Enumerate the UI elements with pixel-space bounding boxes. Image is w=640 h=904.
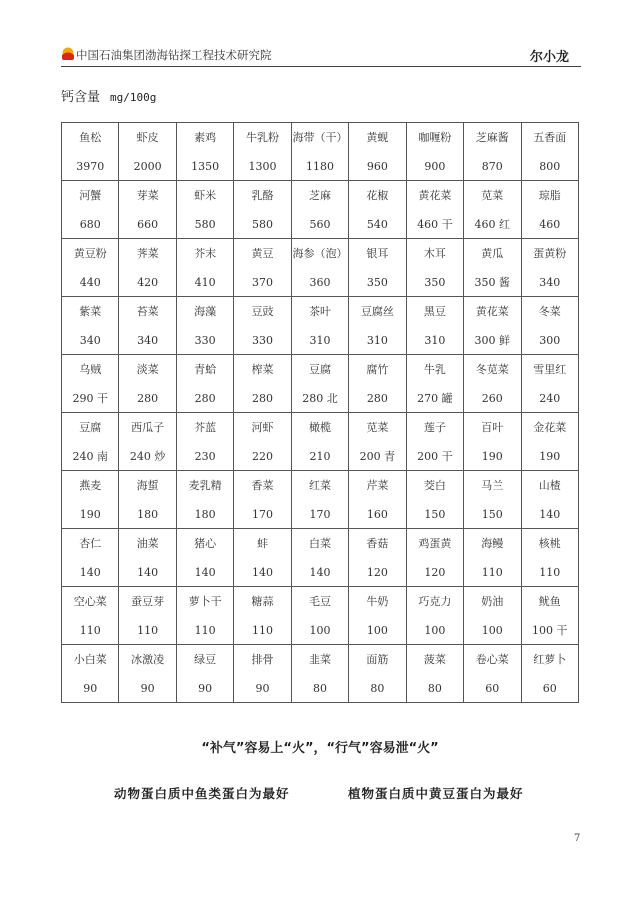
table-cell xyxy=(291,413,348,471)
table-cell xyxy=(62,355,119,413)
food-name: 蚕豆芽 xyxy=(131,594,165,608)
food-name: 琼脂 xyxy=(538,188,561,202)
calcium-value: 280 xyxy=(137,391,159,405)
table-cell xyxy=(521,645,579,703)
food-name: 糖蒜 xyxy=(251,594,274,608)
table-cell xyxy=(119,239,176,297)
table-cell xyxy=(521,297,579,355)
table-cell xyxy=(521,181,579,239)
table-cell xyxy=(234,645,291,703)
food-name: 蛋黄粉 xyxy=(533,246,567,260)
food-name: 青蛤 xyxy=(194,362,217,376)
food-name: 素鸡 xyxy=(194,130,217,144)
calcium-value: 120 xyxy=(366,565,388,579)
food-name: 红菜 xyxy=(308,478,331,492)
calcium-value: 900 xyxy=(424,159,446,173)
food-name: 雪里红 xyxy=(533,362,567,376)
table-cell xyxy=(62,413,119,471)
table-cell xyxy=(291,645,348,703)
food-name: 小白菜 xyxy=(73,652,107,666)
food-name: 芹菜 xyxy=(366,478,389,492)
table-cell xyxy=(176,123,233,181)
calcium-value: 110 xyxy=(481,565,503,579)
calcium-value: 140 xyxy=(309,565,331,579)
food-name: 苋菜 xyxy=(366,420,389,434)
table-cell xyxy=(464,529,521,587)
food-name: 豆腐 xyxy=(308,362,331,376)
table-cell xyxy=(119,645,176,703)
food-name: 荠菜 xyxy=(136,246,159,260)
page-number: 7 xyxy=(574,833,581,844)
food-name: 排骨 xyxy=(251,652,274,666)
food-name: 巧克力 xyxy=(418,594,452,608)
calcium-value: 60 xyxy=(542,681,557,695)
calcium-value: 580 xyxy=(194,217,216,231)
food-name: 芝麻酱 xyxy=(475,130,509,144)
food-name: 淡菜 xyxy=(136,362,159,376)
food-name: 杏仁 xyxy=(79,536,102,550)
food-name: 鱿鱼 xyxy=(538,594,561,608)
food-name: 虾米 xyxy=(194,188,217,202)
calcium-value: 90 xyxy=(83,681,98,695)
caption-unit: mg/100g xyxy=(110,91,157,104)
table-cell xyxy=(406,471,463,529)
table-cell xyxy=(406,587,463,645)
calcium-value: 80 xyxy=(312,681,327,695)
calcium-value: 300 xyxy=(539,333,561,347)
table-row xyxy=(62,529,579,587)
food-name: 茶叶 xyxy=(308,304,331,318)
table-cell xyxy=(234,355,291,413)
table-cell xyxy=(62,529,119,587)
food-name: 牛乳粉 xyxy=(246,130,280,144)
calcium-value: 460 干 xyxy=(417,217,453,231)
calcium-value: 110 xyxy=(194,623,216,637)
table-cell xyxy=(521,587,579,645)
calcium-value: 200 干 xyxy=(417,449,453,463)
table-cell xyxy=(464,587,521,645)
table-cell xyxy=(406,297,463,355)
calcium-value: 220 xyxy=(252,449,274,463)
food-name: 蚌 xyxy=(257,536,269,550)
calcium-value: 370 xyxy=(252,275,274,289)
food-name: 冰激凌 xyxy=(131,652,165,666)
calcium-value: 350 酱 xyxy=(474,275,511,289)
table-cell xyxy=(349,413,406,471)
table-row xyxy=(62,587,579,645)
table-cell xyxy=(349,181,406,239)
calcium-value: 460 红 xyxy=(474,217,511,231)
food-name: 空心菜 xyxy=(73,594,107,608)
table-cell xyxy=(406,529,463,587)
food-name: 豆腐丝 xyxy=(360,304,394,318)
food-name: 榨菜 xyxy=(251,362,274,376)
calcium-value: 340 xyxy=(539,275,561,289)
calcium-value: 410 xyxy=(194,275,216,289)
table-cell xyxy=(62,471,119,529)
calcium-value: 110 xyxy=(79,623,101,637)
calcium-value: 960 xyxy=(366,159,388,173)
food-name: 黄瓜 xyxy=(481,246,504,260)
calcium-value: 280 xyxy=(366,391,388,405)
calcium-value: 90 xyxy=(198,681,213,695)
calcium-value: 310 xyxy=(424,333,446,347)
calcium-value: 330 xyxy=(194,333,216,347)
table-cell xyxy=(234,123,291,181)
table-cell xyxy=(119,471,176,529)
food-name: 海鳗 xyxy=(481,536,504,550)
table-cell xyxy=(349,123,406,181)
table-cell xyxy=(349,587,406,645)
table-cell xyxy=(234,413,291,471)
cnpc-logo-icon xyxy=(61,47,75,61)
table-cell xyxy=(62,239,119,297)
food-name: 橄榄 xyxy=(308,420,331,434)
food-name: 韭菜 xyxy=(308,652,331,666)
food-name: 紫菜 xyxy=(79,304,102,318)
calcium-value: 1180 xyxy=(305,159,334,173)
table-cell xyxy=(291,239,348,297)
table-cell xyxy=(464,123,521,181)
food-name: 面筋 xyxy=(366,652,389,666)
table-cell xyxy=(464,181,521,239)
calcium-value: 310 xyxy=(366,333,388,347)
food-name: 冬苋菜 xyxy=(475,362,509,376)
calcium-value: 260 xyxy=(481,391,503,405)
table-cell xyxy=(406,645,463,703)
food-name: 海藻 xyxy=(194,304,217,318)
calcium-value: 280 xyxy=(252,391,274,405)
food-name: 海蜇 xyxy=(136,478,159,492)
food-name: 百叶 xyxy=(481,420,504,434)
calcium-value: 100 xyxy=(366,623,388,637)
food-name: 鸡蛋黄 xyxy=(418,536,452,550)
food-name: 苔菜 xyxy=(136,304,159,318)
food-name: 黄花菜 xyxy=(418,188,452,202)
calcium-value: 300 鲜 xyxy=(474,333,511,347)
table-cell xyxy=(176,413,233,471)
calcium-value: 340 xyxy=(79,333,101,347)
calcium-value: 230 xyxy=(194,449,216,463)
note-plant-protein: 植物蛋白质中黄豆蛋白为最好 xyxy=(348,786,524,801)
table-cell xyxy=(349,239,406,297)
calcium-value: 140 xyxy=(137,565,159,579)
calcium-value: 240 xyxy=(539,391,561,405)
calcium-value: 420 xyxy=(137,275,159,289)
food-name: 西瓜子 xyxy=(131,420,165,434)
table-cell xyxy=(464,355,521,413)
calcium-value: 100 xyxy=(481,623,503,637)
calcium-value: 120 xyxy=(424,565,446,579)
table-cell xyxy=(119,529,176,587)
table-cell xyxy=(349,297,406,355)
table-cell xyxy=(119,413,176,471)
calcium-value: 440 xyxy=(79,275,101,289)
calcium-value: 90 xyxy=(140,681,155,695)
food-name: 鱼松 xyxy=(79,130,102,144)
calcium-value: 180 xyxy=(137,507,159,521)
food-name: 红萝卜 xyxy=(533,652,567,666)
calcium-value: 210 xyxy=(309,449,331,463)
food-name: 白菜 xyxy=(308,536,331,550)
table-cell xyxy=(176,471,233,529)
table-cell xyxy=(291,355,348,413)
table-cell xyxy=(176,529,233,587)
food-name: 海带（干） xyxy=(292,130,348,144)
food-name: 猪心 xyxy=(194,536,217,550)
calcium-value: 360 xyxy=(309,275,331,289)
table-cell xyxy=(291,529,348,587)
calcium-value: 60 xyxy=(485,681,500,695)
table-row xyxy=(62,239,579,297)
food-name: 金花菜 xyxy=(533,420,567,434)
calcium-value: 330 xyxy=(252,333,274,347)
food-name: 冬菜 xyxy=(538,304,561,318)
food-name: 萝卜干 xyxy=(188,594,222,608)
calcium-value: 150 xyxy=(481,507,503,521)
calcium-value: 660 xyxy=(137,217,159,231)
table-row xyxy=(62,413,579,471)
food-name: 牛乳 xyxy=(423,362,446,376)
food-name: 黑豆 xyxy=(423,304,446,318)
calcium-value: 190 xyxy=(481,449,503,463)
food-name: 卷心菜 xyxy=(475,652,509,666)
calcium-value: 560 xyxy=(309,217,331,231)
calcium-value: 160 xyxy=(366,507,388,521)
table-cell xyxy=(349,645,406,703)
table-cell xyxy=(119,587,176,645)
calcium-value: 1300 xyxy=(248,159,277,173)
table-cell xyxy=(349,471,406,529)
food-name: 牛奶 xyxy=(366,594,389,608)
food-name: 奶油 xyxy=(481,594,504,608)
food-name: 核桃 xyxy=(538,536,561,550)
food-name: 麦乳精 xyxy=(188,478,222,492)
calcium-value: 190 xyxy=(79,507,101,521)
caption-title: 钙含量 xyxy=(61,90,101,105)
table-cell xyxy=(521,239,579,297)
food-name: 绿豆 xyxy=(194,652,217,666)
calcium-value: 80 xyxy=(370,681,385,695)
table-cell xyxy=(119,181,176,239)
table-row xyxy=(62,471,579,529)
table-cell xyxy=(176,355,233,413)
table-cell xyxy=(406,413,463,471)
table-cell xyxy=(521,355,579,413)
table-cell xyxy=(176,181,233,239)
food-name: 黄花菜 xyxy=(475,304,509,318)
table-cell xyxy=(119,297,176,355)
calcium-value: 100 干 xyxy=(532,623,568,637)
calcium-value: 280 xyxy=(194,391,216,405)
food-name: 虾皮 xyxy=(136,130,159,144)
calcium-value: 140 xyxy=(79,565,101,579)
page-header xyxy=(61,44,581,67)
food-name: 芝麻 xyxy=(308,188,331,202)
food-name: 黄豆粉 xyxy=(73,246,107,260)
table-cell xyxy=(234,587,291,645)
food-name: 莲子 xyxy=(423,420,446,434)
table-cell xyxy=(176,297,233,355)
food-name: 芽菜 xyxy=(136,188,159,202)
calcium-value: 170 xyxy=(252,507,274,521)
food-name: 豆豉 xyxy=(251,304,274,318)
calcium-value: 1350 xyxy=(191,159,220,173)
calcium-value: 2000 xyxy=(133,159,162,173)
table-cell xyxy=(176,239,233,297)
food-name: 山楂 xyxy=(538,478,561,492)
calcium-value: 310 xyxy=(309,333,331,347)
calcium-value: 240 南 xyxy=(72,449,108,463)
food-name: 菠菜 xyxy=(423,652,446,666)
food-name: 银耳 xyxy=(366,246,389,260)
table-row xyxy=(62,645,579,703)
table-cell xyxy=(464,413,521,471)
table-cell xyxy=(62,587,119,645)
calcium-value: 100 xyxy=(309,623,331,637)
food-name: 香菇 xyxy=(366,536,389,550)
calcium-value: 140 xyxy=(252,565,274,579)
note-animal-protein: 动物蛋白质中鱼类蛋白为最好 xyxy=(114,786,290,801)
table-cell xyxy=(234,239,291,297)
food-name: 河虾 xyxy=(251,420,274,434)
table-row xyxy=(62,123,579,181)
table-row xyxy=(62,297,579,355)
food-name: 毛豆 xyxy=(308,594,331,608)
table-cell xyxy=(349,355,406,413)
calcium-value: 200 青 xyxy=(359,449,396,463)
calcium-value: 140 xyxy=(194,565,216,579)
table-cell xyxy=(291,181,348,239)
table-cell xyxy=(406,123,463,181)
calcium-value: 110 xyxy=(252,623,274,637)
food-name: 芥末 xyxy=(194,246,217,260)
table-cell xyxy=(406,239,463,297)
calcium-value: 110 xyxy=(539,565,561,579)
calcium-value: 460 xyxy=(539,217,561,231)
table-cell xyxy=(464,297,521,355)
table-caption xyxy=(61,86,156,105)
author-name: 尔小龙 xyxy=(529,50,569,65)
food-name: 黄蚬 xyxy=(366,130,389,144)
calcium-value: 80 xyxy=(427,681,442,695)
calcium-value: 680 xyxy=(79,217,101,231)
food-name: 豆腐 xyxy=(79,420,102,434)
calcium-value: 350 xyxy=(366,275,388,289)
table-cell xyxy=(521,471,579,529)
table-cell xyxy=(119,355,176,413)
table-cell xyxy=(176,645,233,703)
table-cell xyxy=(234,297,291,355)
table-cell xyxy=(291,587,348,645)
table-cell xyxy=(521,413,579,471)
table-cell xyxy=(234,181,291,239)
table-cell xyxy=(521,529,579,587)
table-cell xyxy=(62,181,119,239)
organization-name: 中国石油集团渤海钻探工程技术研究院 xyxy=(76,48,272,62)
food-name: 河蟹 xyxy=(79,188,102,202)
table-cell xyxy=(62,123,119,181)
table-cell xyxy=(464,645,521,703)
calcium-value: 180 xyxy=(194,507,216,521)
calcium-value: 270 罐 xyxy=(417,391,453,405)
table-cell xyxy=(464,471,521,529)
food-name: 腐竹 xyxy=(366,362,389,376)
food-name: 咖喱粉 xyxy=(418,130,452,144)
calcium-value: 870 xyxy=(481,159,503,173)
table-cell xyxy=(62,297,119,355)
food-name: 茭白 xyxy=(423,478,446,492)
table-cell xyxy=(119,123,176,181)
calcium-value: 150 xyxy=(424,507,446,521)
food-name: 乌贼 xyxy=(79,362,102,376)
calcium-value: 280 北 xyxy=(302,391,338,405)
table-cell xyxy=(234,529,291,587)
calcium-value: 140 xyxy=(539,507,561,521)
calcium-value: 290 干 xyxy=(72,391,108,405)
calcium-value: 800 xyxy=(539,159,561,173)
calcium-value: 340 xyxy=(137,333,159,347)
food-name: 苋菜 xyxy=(481,188,504,202)
calcium-value: 240 炒 xyxy=(129,449,166,463)
table-cell xyxy=(349,529,406,587)
food-name: 油菜 xyxy=(136,536,159,550)
calcium-value: 90 xyxy=(255,681,270,695)
calcium-value: 100 xyxy=(424,623,446,637)
table-cell xyxy=(234,471,291,529)
calcium-value: 110 xyxy=(137,623,159,637)
table-cell xyxy=(406,181,463,239)
table-cell xyxy=(291,471,348,529)
table-cell xyxy=(176,587,233,645)
table-cell xyxy=(62,645,119,703)
food-name: 花椒 xyxy=(366,188,389,202)
table-cell xyxy=(521,123,579,181)
table-cell xyxy=(406,355,463,413)
food-name: 马兰 xyxy=(481,478,504,492)
calcium-value: 350 xyxy=(424,275,446,289)
calcium-value: 190 xyxy=(539,449,561,463)
slogan-text: “补气”容易上“火”，“行气”容易泄“火” xyxy=(201,741,439,756)
calcium-value: 3970 xyxy=(76,159,105,173)
table-cell xyxy=(291,297,348,355)
table-row xyxy=(62,355,579,413)
food-name: 五香面 xyxy=(533,130,567,144)
food-name: 芥蓝 xyxy=(194,420,217,434)
table-cell xyxy=(464,239,521,297)
food-name: 黄豆 xyxy=(251,246,274,260)
calcium-content-table xyxy=(61,122,579,703)
food-name: 燕麦 xyxy=(79,478,102,492)
food-name: 木耳 xyxy=(423,246,446,260)
food-name: 海参（泡） xyxy=(292,246,348,260)
calcium-value: 170 xyxy=(309,507,331,521)
food-name: 香菜 xyxy=(251,478,274,492)
food-name: 乳酪 xyxy=(251,188,274,202)
table-cell xyxy=(291,123,348,181)
calcium-value: 580 xyxy=(252,217,274,231)
calcium-value: 540 xyxy=(366,217,388,231)
table-row xyxy=(62,181,579,239)
